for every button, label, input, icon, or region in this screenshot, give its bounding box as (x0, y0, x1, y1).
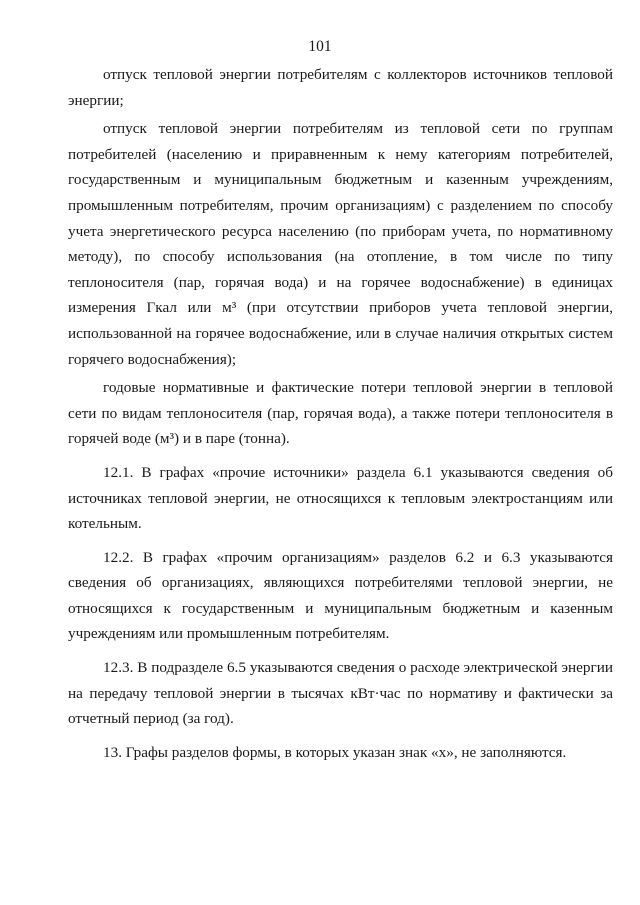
paragraph-collectors: отпуск тепловой энергии потребителям с коллекторов источников тепловой энергии; (68, 66, 613, 109)
paragraph-12-3: 12.3. В подразделе 6.5 указываются сведения о расходе электрической энергии на передачу тепловой энергии в тысячах кВт·час по нормативу и фактически за отчетный период (за год). (68, 659, 613, 728)
document-body (68, 62, 613, 769)
paragraph-heat-losses: годовые нормативные и фактические потери тепловой энергии в тепловой сети по видам теплоносителя (пар, горячая вода), а также потери теплоносителя в горячей воде (м³) и в паре (тонна). (68, 379, 613, 448)
paragraph-heat-network-supply: отпуск тепловой энергии потребителям из тепловой сети по группам потребителей (населению и приравненным к нему категориям потребителей, государственным и муниципальным бюджетным и казенным учреждениям, промышленным потребителям, прочим организациям) с разделением по способу учета энергетического ресурса населению (по приборам учета, по нормативному методу), по способу использования (на отопление, в том числе по типу теплоносителя (пар, горячая вода) и на горячее водоснабжение) в единицах измерения Гкал или м³ (при отсутствии приборов учета тепловой энергии, использованной на горячее водоснабжение, или в случае наличия открытых систем горячего водоснабжения); (68, 120, 613, 368)
paragraph-12-1: 12.1. В графах «прочие источники» раздела 6.1 указываются сведения об источниках тепловой энергии, не относящихся к тепловым электростанциям или котельным. (68, 463, 613, 533)
paragraph-13: 13. Графы разделов формы, в которых указан знак «х», не заполняются. (103, 743, 567, 761)
page-number: 101 (308, 38, 332, 55)
paragraph-12-2: 12.2. В графах «прочим организациям» разделов 6.2 и 6.3 указываются сведения об организациях, являющихся потребителями тепловой энергии, не относящихся к государственным и муниципальным бюджетным и казенным учреждениям или промышленным потребителям. (68, 548, 613, 643)
